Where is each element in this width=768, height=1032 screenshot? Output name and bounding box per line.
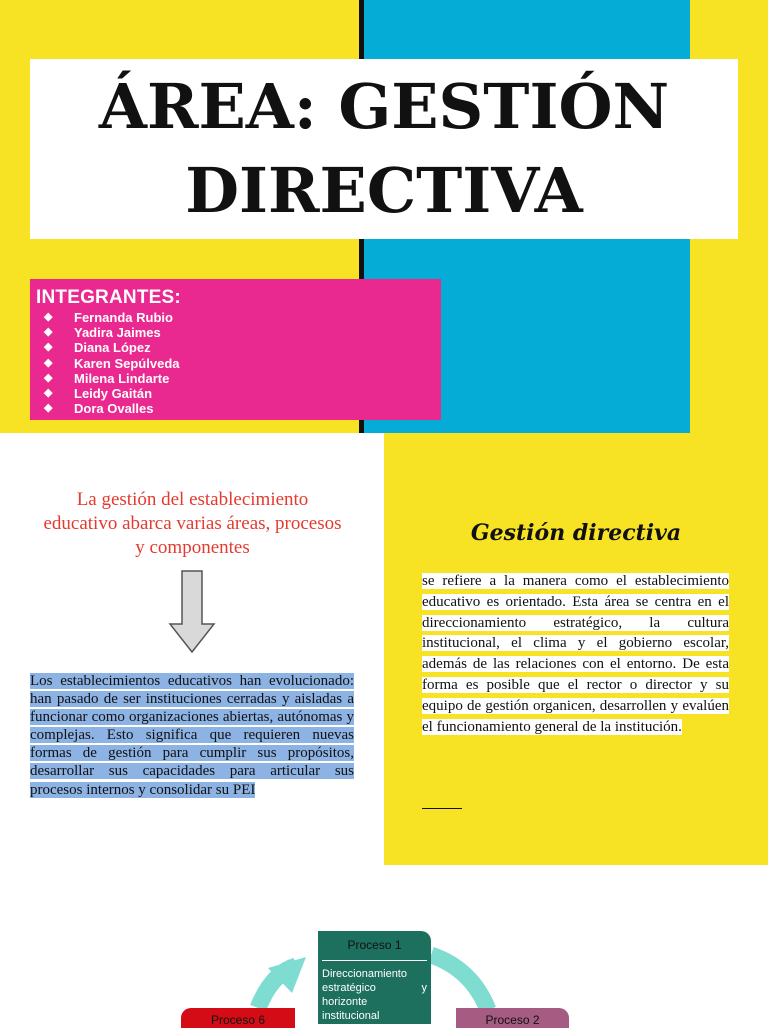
members-list — [30, 310, 180, 416]
down-arrow-icon — [168, 570, 216, 654]
title-line-2: DIRECTIVA — [185, 154, 583, 227]
proceso-6-label: Proceso 6 — [210, 1013, 266, 1027]
gestion-directiva-title: Gestión directiva — [470, 520, 682, 546]
diamond-bullet-icon: ◆ — [44, 311, 53, 323]
proceso-2-label: Proceso 2 — [485, 1013, 540, 1027]
member-item: ◆ Milena Lindarte — [44, 370, 170, 386]
definition-paragraph: se refiere a la manera como el establecimiento educativo es orientado. Esta área se centra en el direccionamiento estratégico, la cultura institucional, el clima y el gobierno escolar, además de las relaciones con el entorno. De esta forma es posible que el rector o director y su equipo de gestión organicen, desarrollen y evalúen el funcionamiento general de la institución. — [422, 573, 729, 735]
integrantes-box — [30, 279, 441, 420]
title-line-1: ÁREA: GESTIÓN — [98, 70, 670, 143]
diamond-bullet-icon: ◆ — [44, 402, 53, 415]
proceso-2-box — [456, 1008, 569, 1028]
member-item: ◆ Karen Sepúlveda — [44, 355, 180, 371]
diamond-bullet-icon: ◆ — [44, 386, 53, 399]
short-rule — [422, 808, 462, 809]
intro-text: La gestión del establecimiento educativo abarca varias áreas, procesos y componentes — [43, 489, 342, 558]
integrantes-heading: INTEGRANTES: — [36, 287, 181, 308]
title-box — [30, 59, 738, 239]
proceso-1-label: Proceso 1 — [347, 938, 402, 952]
proceso-1-text: Direccionamiento estratégico y horizonte institucional — [322, 960, 427, 1023]
member-item: ◆ Dora Ovalles — [44, 401, 154, 417]
member-item: ◆ Fernanda Rubio — [44, 310, 173, 325]
diamond-bullet-icon: ◆ — [44, 371, 53, 384]
highlighted-paragraph: Los establecimientos educativos han evolucionado: han pasado de ser instituciones cerradas y aisladas a funcionar como organizaciones abiertas, autónomas y complejas. Esto significa que requieren nuevas formas de gestión para cumplir sus propósitos, desarrollar sus capacidades para articular sus procesos internos y consolidar su PEI — [30, 673, 354, 798]
member-item: ◆ Diana López — [44, 340, 151, 356]
diamond-bullet-icon: ◆ — [44, 356, 53, 369]
proceso-6-box — [181, 1008, 295, 1028]
diamond-bullet-icon: ◆ — [44, 326, 53, 339]
member-item: ◆ Leidy Gaitán — [44, 385, 153, 401]
proceso-1-box — [318, 931, 431, 1024]
page-title — [99, 65, 669, 233]
diamond-bullet-icon: ◆ — [44, 341, 53, 354]
member-item: ◆ Yadira Jaimes — [44, 325, 161, 341]
